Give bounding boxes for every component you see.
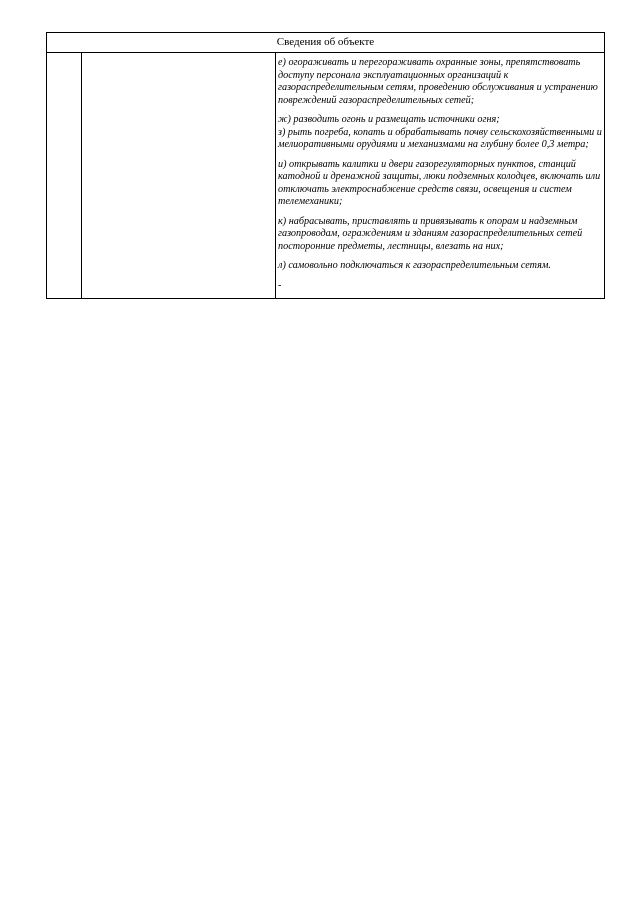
table-row xyxy=(47,53,605,299)
trailing-mark: - xyxy=(278,279,282,291)
restriction-paragraph-k: к) набрасывать, приставлять и привязывать к опорам и надземным газопроводам, ограждениям и зданиям газораспределительных сетей посторонние предметы, лестницы, влезать на них; xyxy=(278,215,583,252)
restriction-paragraph-l: л) самовольно подключаться к газораспределительным сетям. xyxy=(278,260,551,271)
restriction-paragraph-z: з) рыть погреба, копать и обрабатывать почву сельскохозяйственными и мелиоративными орудиями и механизмами на глубину более 0,3 метра; xyxy=(278,126,602,150)
restrictions-cell xyxy=(276,53,605,299)
restriction-paragraph-i: и) открывать калитки и двери газорегуляторных пунктов, станций катодной и дренажной защиты, люки подземных колодцев, включать или отключать электроснабжение средств связи, освещения и систем телемеханики; xyxy=(278,158,601,207)
restriction-paragraph-zh: ж) разводить огонь и размещать источники огня; xyxy=(278,114,500,125)
table-header: Сведения об объекте xyxy=(47,33,605,53)
header-row xyxy=(47,33,605,53)
object-info-table xyxy=(46,32,605,299)
row-number-cell xyxy=(47,53,82,299)
row-name-cell xyxy=(82,53,276,299)
restriction-paragraph-e: е) огораживать и перегораживать охранные зоны, препятствовать доступу персонала эксплуатационных организаций к газораспределительным сетям, проведению обслуживания и устранению повреждений газораспределительных сетей; xyxy=(278,57,598,106)
